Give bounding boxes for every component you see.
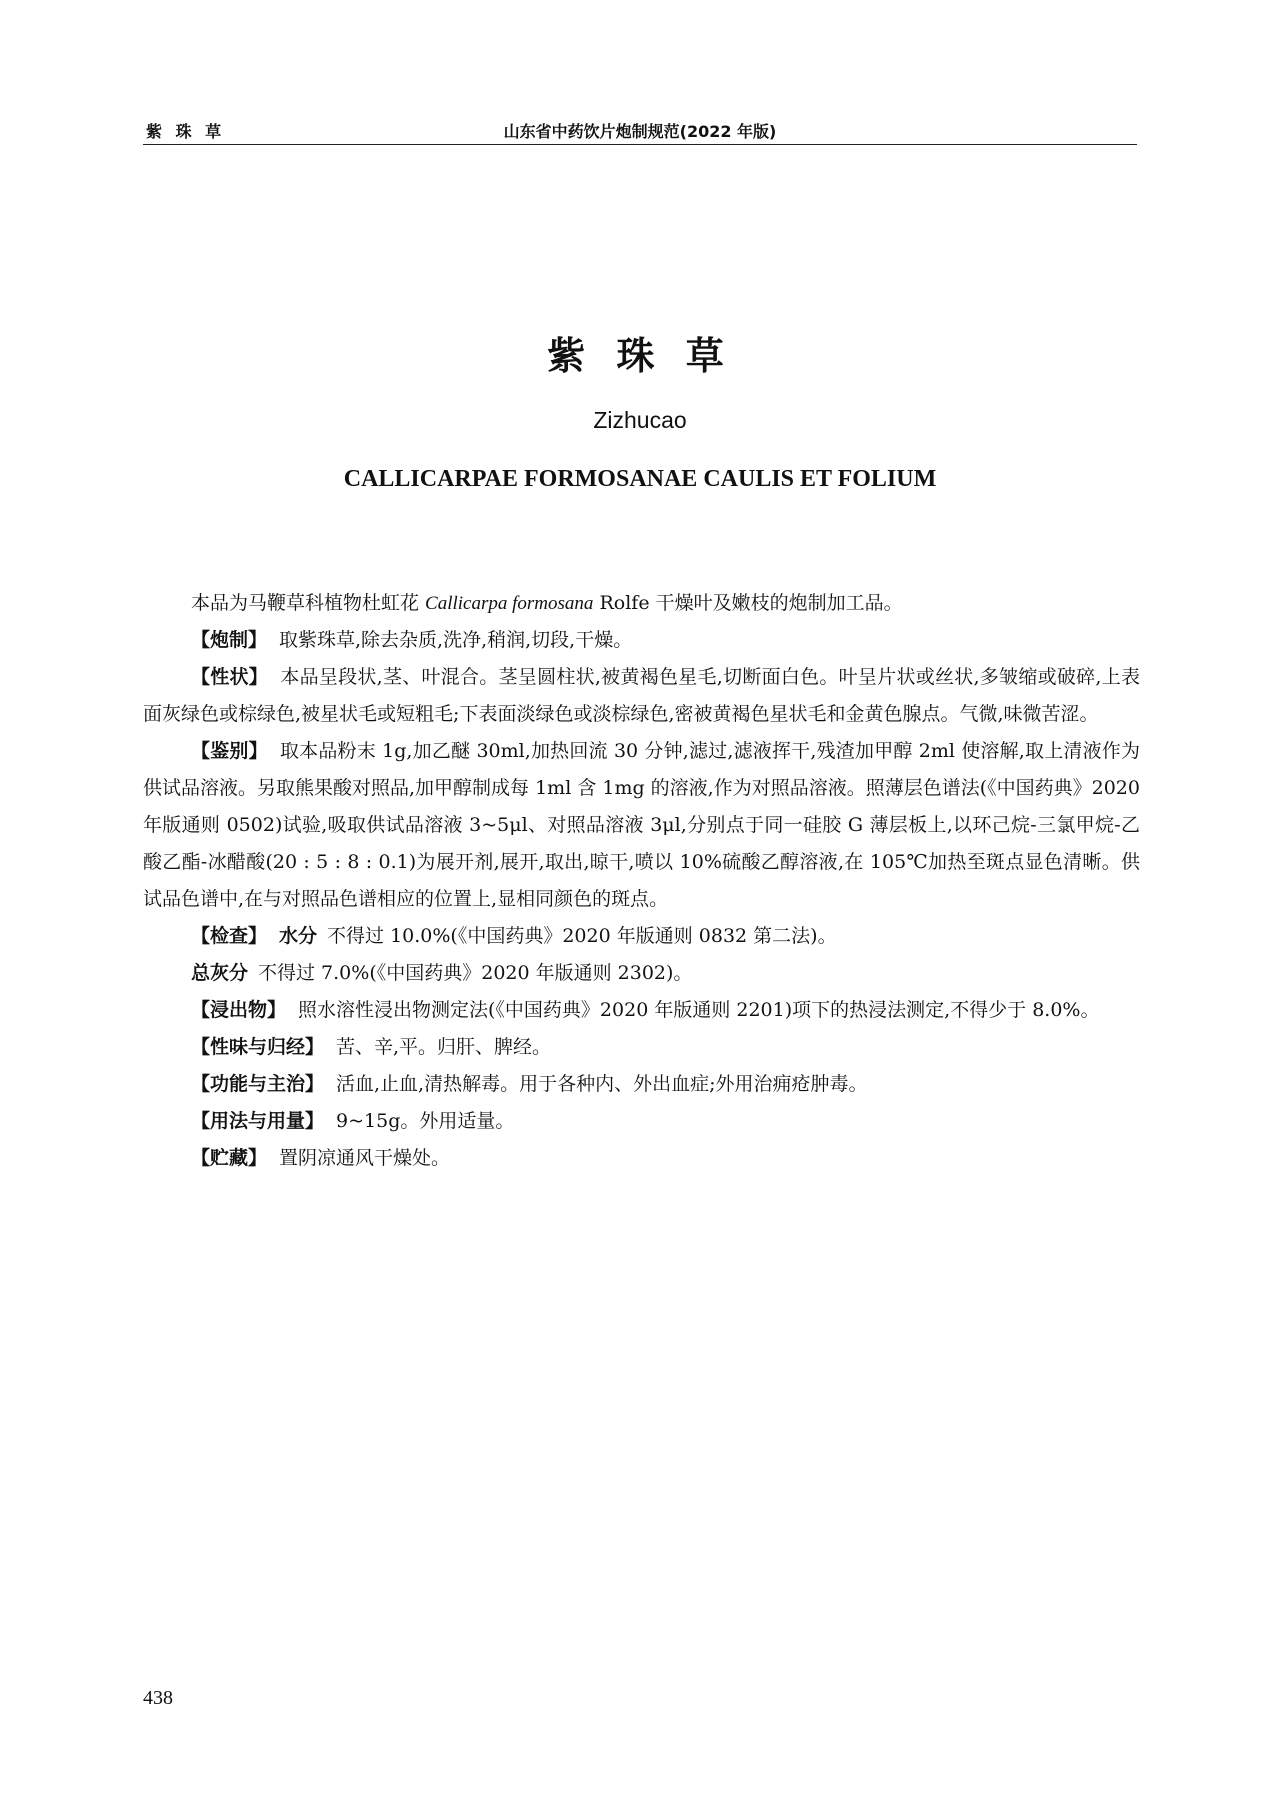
- moisture-label: 水分: [279, 925, 318, 947]
- latin-name: CALLICARPAE FORMOSANAE CAULIS ET FOLIUM: [343, 466, 937, 492]
- total-ash-text: 不得过 7.0%(《中国药典》2020 年版通则 2302)。: [258, 962, 693, 984]
- section-function: [143, 1066, 1140, 1103]
- section-label: 【浸出物】: [191, 999, 287, 1021]
- section-text: 取本品粉末 1g,加乙醚 30ml,加热回流 30 分钟,滤过,滤液挥干,残渣加甲醇 2ml 使溶解,取上清液作为供试品溶液。另取熊果酸对照品,加甲醇制成每 1ml 含 1mg 的溶液,作为对照品溶液。照薄层色谱法(《中国药典》2020 年版通则 0502)试验,吸取供试品溶液 3~5μl、对照品溶液 3μl,分别点于同一硅胶 G 薄层板上,以环己烷-三氯甲烷-乙酸乙酯-冰醋酸(20 : 5 : 8 : 0.1)为展开剂,展开,取出,晾干,喷以 10%硫酸乙醇溶液,在 105℃加热至斑点显色清晰。供试品色谱中,在与对照品色谱相应的位置上,显相同颜色的斑点。: [143, 740, 1140, 910]
- section-text: 活血,止血,清热解毒。用于各种内、外出血症;外用治痈疮肿毒。: [336, 1073, 868, 1095]
- species-name: Callicarpa formosana: [425, 593, 594, 614]
- intro-text-end: Rolfe 干燥叶及嫩枝的炮制加工品。: [593, 592, 903, 614]
- section-processing: [143, 622, 1140, 659]
- section-extract: [143, 992, 1140, 1029]
- section-storage: [143, 1140, 1140, 1177]
- section-label: 【炮制】: [191, 629, 268, 651]
- total-ash-label: 总灰分: [191, 962, 249, 984]
- section-label: 【性味与归经】: [191, 1036, 325, 1058]
- section-text: 本品呈段状,茎、叶混合。茎呈圆柱状,被黄褐色星毛,切断面白色。叶呈片状或丝状,多皱缩或破碎,上表面灰绿色或棕绿色,被星状毛或短粗毛;下表面淡绿色或淡棕绿色,密被黄褐色星状毛和金黄色腺点。气微,味微苦涩。: [143, 666, 1140, 725]
- monograph-body: [143, 585, 1140, 1177]
- page-title: 紫 珠 草: [547, 334, 733, 378]
- intro-text: 本品为马鞭草科植物杜虹花: [191, 592, 426, 614]
- header-entry-name: 紫 珠 草: [146, 122, 226, 141]
- header-book-title: 山东省中药饮片炮制规范(2022 年版): [503, 122, 777, 141]
- section-text: 置阴凉通风干燥处。: [279, 1147, 451, 1169]
- section-label: 【检查】: [191, 925, 268, 947]
- section-total-ash: [143, 955, 1140, 992]
- section-label: 【鉴别】: [191, 740, 268, 762]
- section-label: 【用法与用量】: [191, 1110, 325, 1132]
- section-text: 照水溶性浸出物测定法(《中国药典》2020 年版通则 2201)项下的热浸法测定,不得少于 8.0%。: [298, 999, 1100, 1021]
- page-number: 438: [143, 1687, 173, 1709]
- section-text: 苦、辛,平。归肝、脾经。: [336, 1036, 552, 1058]
- running-header: [143, 104, 1137, 145]
- section-label: 【性状】: [191, 666, 269, 688]
- section-nature-meridian: [143, 1029, 1140, 1066]
- intro-paragraph: [143, 585, 1140, 622]
- section-description: [143, 659, 1140, 733]
- section-dosage: [143, 1103, 1140, 1140]
- section-label: 【贮藏】: [191, 1147, 268, 1169]
- section-label: 【功能与主治】: [191, 1073, 325, 1095]
- section-inspection: [143, 918, 1140, 955]
- moisture-text: 不得过 10.0%(《中国药典》2020 年版通则 0832 第二法)。: [327, 925, 837, 947]
- section-text: 取紫珠草,除去杂质,洗净,稍润,切段,干燥。: [279, 629, 633, 651]
- section-text: 9~15g。外用适量。: [336, 1110, 515, 1132]
- section-identification: [143, 733, 1140, 918]
- pinyin-name: Zizhucao: [593, 407, 687, 433]
